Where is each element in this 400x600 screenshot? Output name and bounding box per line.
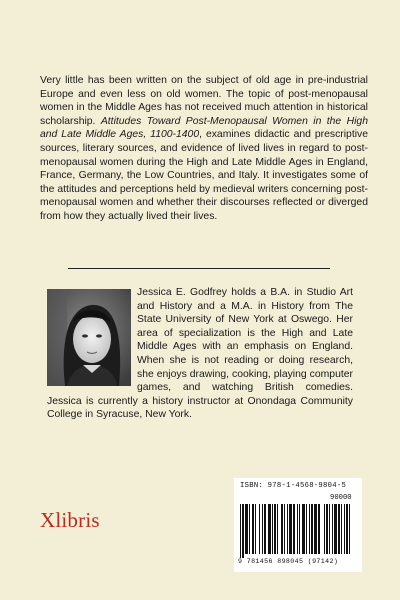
isbn-label: ISBN: 978-1-4568-9804-5 <box>240 482 347 490</box>
barcode-digits: 9 781456 898045 (97142) <box>238 558 339 565</box>
book-title: Attitudes Toward Post-Menopausal Women in the High and Late Middle Ages, 1100-1400 <box>40 115 368 141</box>
barcode-bar <box>259 504 260 554</box>
barcode-bar <box>272 504 273 554</box>
barcode-addon-bar <box>349 504 350 554</box>
barcode-bar <box>287 504 288 554</box>
price-code: 90000 <box>330 494 352 502</box>
author-bio <box>47 286 353 422</box>
barcode-addon-bar <box>326 504 328 554</box>
barcode-addon-bar <box>338 504 340 554</box>
photo-spacer <box>47 286 137 384</box>
barcode-bar <box>311 504 313 554</box>
barcode-bar <box>245 504 248 554</box>
barcode-bar <box>242 504 244 558</box>
barcode-addon-bar <box>341 504 342 554</box>
barcode-addon-bar <box>324 504 325 554</box>
barcode-bar <box>274 504 276 554</box>
barcode-bar <box>299 504 300 554</box>
barcode-bar <box>262 504 263 554</box>
section-divider <box>68 268 330 269</box>
blurb-body: , examines didactic and prescriptive sources, literary sources, and evidence of lived lives in regard to post-menopausal women during the High and Late Middle Ages in England, France, Germany, the Low Countries, and Italy. It investigates some of the attitudes and perceptions held by medieval writers concerning post-menopausal women and whether their discourses reflected or diverged from how they actually lived their lives. <box>40 129 368 222</box>
barcode-addon-bar <box>344 504 345 554</box>
barcode-addon-bar <box>329 504 330 554</box>
barcode-bar <box>284 504 285 554</box>
publisher-logo: Xlibris <box>40 508 100 532</box>
barcode-bar <box>289 504 292 554</box>
barcode-bar <box>240 504 241 558</box>
barcode-bar <box>281 504 283 554</box>
barcode <box>234 478 362 572</box>
book-description <box>40 74 368 224</box>
barcode-bar <box>302 504 305 554</box>
barcode-bar <box>309 504 310 554</box>
author-bio-text: Jessica E. Godfrey holds a B.A. in Studio Art and History and a M.A. in History from The State University of New York at Oswego. Her area of specialization is the High and Late Middle Ages with an emphasis on England. When she is not reading or doing research, she enjoys drawing, cooking, playing computer games, and watching British comedies. Jessica is currently a history instructor at Onondaga Community College in Syracuse, New York. <box>47 287 353 421</box>
barcode-bars <box>240 504 356 558</box>
barcode-bar <box>264 504 266 554</box>
barcode-addon-bar <box>334 504 337 554</box>
barcode-addon-bar <box>346 504 348 554</box>
barcode-bar <box>255 504 256 554</box>
barcode-bar <box>306 504 307 554</box>
barcode-bar <box>277 504 278 554</box>
barcode-bar <box>297 504 298 554</box>
blurb-intro: Very little has been written on the subject of old age in pre-industrial Europe and even less on old women. The topic of post-menopausal women in the Middle Ages has not received much attention in historical scholarship. <box>40 75 368 127</box>
barcode-bar <box>252 504 254 554</box>
barcode-bar <box>268 504 271 554</box>
barcode-bar <box>314 504 317 554</box>
barcode-bar <box>318 504 320 554</box>
barcode-addon-bar <box>332 504 333 554</box>
barcode-bar <box>293 504 295 554</box>
barcode-bar <box>249 504 250 554</box>
